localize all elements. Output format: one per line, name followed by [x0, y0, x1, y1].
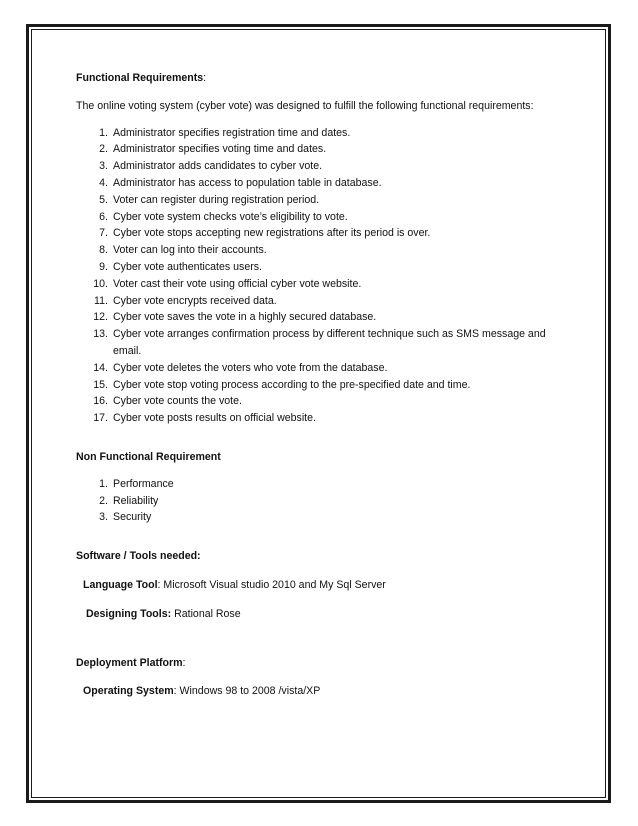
list-item-number: 3.	[99, 160, 108, 173]
list-item-number: 4.	[99, 176, 108, 189]
list-item-number: 3.	[99, 511, 108, 524]
list-item-text: Cyber vote authenticates users.	[113, 260, 262, 273]
list-item-number: 7.	[99, 227, 108, 240]
non-functional-heading: Non Functional Requirement	[76, 450, 221, 463]
list-item	[76, 326, 576, 360]
software-tools-heading: Software / Tools needed:	[76, 550, 201, 563]
list-item	[76, 293, 576, 310]
list-item-text: Cyber vote arranges confirmation process by different technique such as SMS message and email.	[113, 328, 546, 357]
list-item	[76, 360, 576, 377]
list-item	[76, 276, 576, 293]
list-item-text: Performance	[113, 477, 174, 490]
list-item-number: 5.	[99, 193, 108, 206]
list-item-number: 1.	[99, 477, 108, 490]
list-item-number: 2.	[99, 143, 108, 156]
list-item-text: Cyber vote system checks vote’s eligibility to vote.	[113, 210, 348, 223]
functional-heading-colon: :	[203, 72, 207, 84]
functional-intro: The online voting system (cyber vote) was designed to fulfill the following functional requirements:	[76, 99, 534, 112]
list-item	[76, 158, 576, 175]
language-tool-label: Language Tool	[83, 578, 158, 591]
list-item-number: 6.	[99, 210, 108, 223]
list-item-number: 15.	[93, 378, 108, 391]
list-item	[76, 209, 576, 226]
list-item	[76, 141, 576, 158]
functional-requirements-list	[76, 125, 576, 427]
list-item-text: Administrator adds candidates to cyber vote.	[113, 160, 323, 173]
list-item-text: Cyber vote counts the vote.	[113, 395, 242, 408]
list-item-text: Cyber vote saves the vote in a highly secured database.	[113, 311, 377, 324]
list-item	[76, 242, 576, 259]
document-body	[76, 70, 576, 700]
list-item-text: Cyber vote stop voting process according to the pre-specified date and time.	[113, 378, 471, 391]
functional-heading-text: Functional Requirements	[76, 72, 204, 84]
list-item-text: Voter can register during registration period.	[113, 193, 320, 206]
list-item	[76, 377, 576, 394]
list-item-text: Administrator specifies registration time and dates.	[113, 126, 351, 139]
non-functional-list	[76, 476, 576, 526]
list-item-text: Cyber vote stops accepting new registrations after its period is over.	[113, 227, 431, 240]
list-item-text: Voter cast their vote using official cyber vote website.	[113, 277, 362, 290]
language-tool-line	[76, 577, 576, 594]
list-item	[76, 509, 576, 526]
designing-tools-line	[76, 606, 576, 623]
list-item-number: 11.	[94, 294, 108, 307]
list-item-text: Administrator has access to population table in database.	[113, 176, 382, 189]
list-item-text: Cyber vote encrypts received data.	[113, 294, 277, 307]
list-item	[76, 410, 576, 427]
list-item-number: 17.	[93, 412, 108, 425]
operating-system-label: Operating System	[83, 685, 174, 698]
deployment-platform-heading	[76, 655, 576, 672]
deployment-heading-text: Deployment Platform	[76, 656, 183, 669]
list-item	[76, 393, 576, 410]
list-item-text: Administrator specifies voting time and dates.	[113, 143, 327, 156]
list-item-text: Voter can log into their accounts.	[113, 244, 267, 257]
list-item-number: 16.	[93, 395, 108, 408]
designing-tools-label: Designing Tools:	[86, 607, 172, 620]
deployment-heading-colon: :	[182, 656, 186, 669]
designing-tools-value: Rational Rose	[171, 607, 241, 620]
list-item	[76, 192, 576, 209]
list-item-number: 13.	[93, 328, 108, 341]
operating-system-value: : Windows 98 to 2008 /vista/XP	[173, 685, 321, 698]
list-item	[76, 225, 576, 242]
list-item-text: Reliability	[113, 494, 159, 507]
list-item-number: 9.	[99, 260, 108, 273]
list-item	[76, 175, 576, 192]
list-item-number: 8.	[99, 244, 108, 257]
functional-requirements-heading	[76, 70, 576, 87]
list-item-number: 1.	[99, 126, 108, 139]
list-item	[76, 493, 576, 510]
list-item-text: Cyber vote posts results on official website.	[113, 412, 316, 425]
list-item-text: Cyber vote deletes the voters who vote from the database.	[113, 361, 388, 374]
list-item	[76, 309, 576, 326]
list-item	[76, 125, 576, 142]
language-tool-value: : Microsoft Visual studio 2010 and My Sql Server	[157, 578, 386, 591]
list-item-number: 2.	[99, 494, 108, 507]
list-item-number: 14.	[93, 361, 108, 374]
list-item-text: Security	[113, 511, 152, 524]
operating-system-line	[76, 683, 576, 700]
list-item-number: 10.	[93, 277, 108, 290]
list-item	[76, 259, 576, 276]
list-item	[76, 476, 576, 493]
list-item-number: 12.	[93, 311, 108, 324]
